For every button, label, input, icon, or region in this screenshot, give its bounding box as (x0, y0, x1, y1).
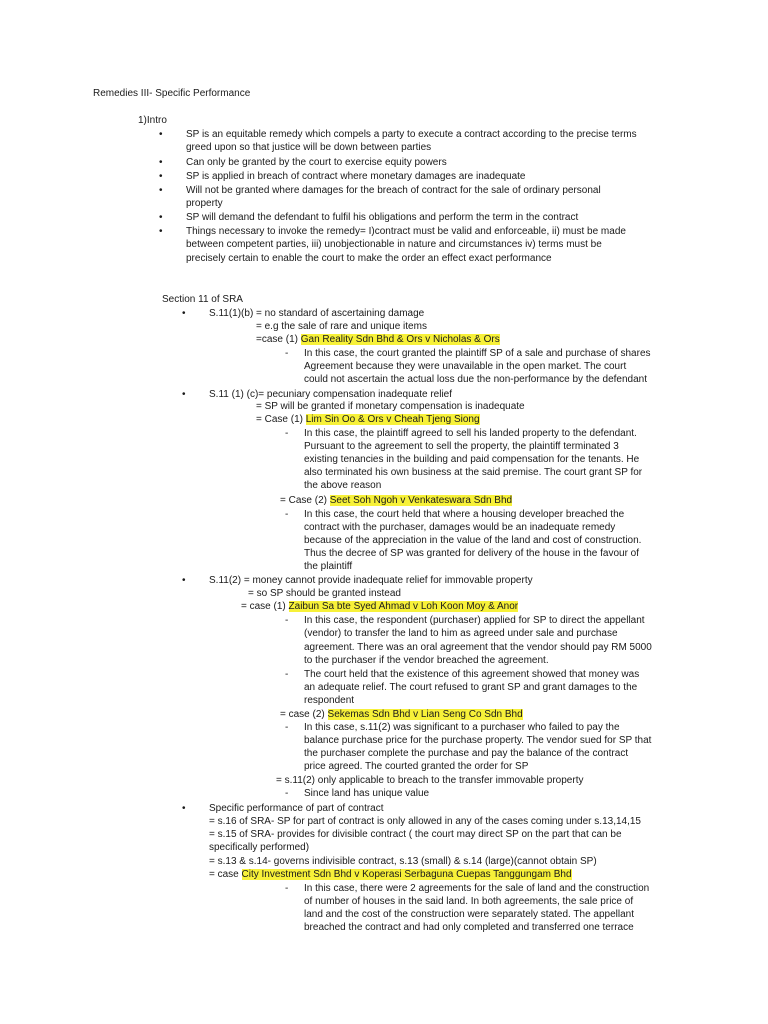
case-detail-cont: agreement. There was an oral agreement that the vendor should pay RM 5000 (304, 642, 652, 653)
case-prefix: = Case (1) (256, 414, 306, 425)
case-detail: - In this case, the court granted the plaintiff SP of a sale and purchase of shares (304, 347, 651, 360)
case-detail: - In this case, the court held that where a housing developer breached the (304, 508, 624, 521)
intro-bullet-6: • Things necessary to invoke the remedy= I)contract must be valid and enforceable, ii) must be made (186, 225, 626, 238)
case-detail: - In this case, the plaintiff agreed to sell his landed property to the defendant. (304, 427, 637, 440)
case-name-highlight: Zaibun Sa bte Syed Ahmad v Loh Koon Moy & Anor (288, 601, 519, 612)
case-detail: - The court held that the existence of this agreement showed that money was (304, 668, 639, 681)
intro-bullet-6-cont: precisely certain to enable the court to make the order an effect exact performance (186, 253, 552, 264)
case-name-highlight: City Investment Sdn Bhd v Koperasi Serbaguna Cuepas Tanggungam Bhd (241, 869, 572, 880)
case-detail: - In this case, s.11(2) was significant to a purchaser who failed to pay the (304, 721, 620, 734)
sra-s11-2-scope: = s.11(2) only applicable to breach to the transfer immovable property (276, 775, 584, 786)
case-line (256, 333, 500, 346)
document-title: Remedies III- Specific Performance (93, 88, 251, 99)
sra-s13-s14: = s.13 & s.14- governs indivisible contract, s.13 (small) & s.14 (large)(cannot obtain SP) (209, 856, 597, 867)
case-detail-cont: Thus the decree of SP was granted for delivery of the house in the favour of (304, 548, 640, 559)
sra-s11-1b: • S.11(1)(b) = no standard of ascertaining damage (209, 307, 424, 320)
case-prefix: = case (1) (241, 601, 289, 612)
case-name-highlight: Gan Reality Sdn Bhd & Ors v Nicholas & Ors (300, 334, 500, 345)
case-detail-cont: of number of houses in the said land. In both agreements, the sale price of (304, 896, 634, 907)
intro-bullet-4-cont: property (186, 198, 223, 209)
case-detail-cont: could not ascertain the actual loss due the non-performance by the defendant (304, 374, 648, 385)
intro-bullet-6-cont: between competent parties, iii) unobjectionable in nature and circumstances iv) terms must be (186, 239, 602, 250)
case-detail-cont: land and the cost of the construction were separately stated. The appellant (304, 909, 635, 920)
case-detail: - In this case, there were 2 agreements for the sale of land and the construction (304, 882, 649, 895)
intro-bullet-3: • SP is applied in breach of contract where monetary damages are inadequate (186, 170, 525, 183)
case-line (280, 494, 512, 507)
case-detail-cont: balance purchase price for the purchase property. The vendor sued for SP that (304, 735, 652, 746)
sra-s16: = s.16 of SRA- SP for part of contract is only allowed in any of the cases coming under s.13,14,15 (209, 816, 641, 827)
case-name-highlight: Seet Soh Ngoh v Venkateswara Sdn Bhd (329, 495, 513, 506)
sra-s11-1c-note: = SP will be granted if monetary compensation is inadequate (256, 401, 525, 412)
case-detail-cont: (vendor) to transfer the land to him as agreed under sale and purchase (304, 628, 618, 639)
case-detail-cont: also terminated his own business at the said premise. The court grant SP for (304, 467, 643, 478)
case-prefix: = case (2) (280, 709, 328, 720)
intro-bullet-5: • SP will demand the defendant to fulfil his obligations and perform the term in the contract (186, 211, 578, 224)
case-name-highlight: Sekemas Sdn Bhd v Lian Seng Co Sdn Bhd (327, 709, 523, 720)
case-detail-cont: contract with the purchaser, damages would be an inadequate remedy (304, 522, 616, 533)
case-line (241, 600, 518, 613)
case-line (280, 708, 523, 721)
case-detail-cont: the above reason (304, 480, 382, 491)
sra-s11-2-note: = so SP should be granted instead (248, 588, 401, 599)
intro-bullet-4: • Will not be granted where damages for the breach of contract for the sale of ordinary personal (186, 184, 601, 197)
case-detail-cont: breached the contract and had only completed and transferred one terrace (304, 922, 634, 933)
case-prefix: = Case (2) (280, 495, 330, 506)
intro-bullet-1-cont: greed upon so that justice will be down between parties (186, 142, 432, 153)
case-detail: - Since land has unique value (304, 787, 429, 800)
sra-s11-1c: • S.11 (1) (c)= pecuniary compensation inadequate relief (209, 388, 452, 401)
case-detail-cont: an adequate relief. The court refused to grant SP and grant damages to the (304, 682, 638, 693)
case-detail-cont: existing tenancies in the building and paid compensation for the tenants. He (304, 454, 640, 465)
case-detail-cont: Agreement because they were unavailable in the open market. The court (304, 361, 627, 372)
case-line (209, 868, 572, 881)
intro-bullet-1: • SP is an equitable remedy which compels a party to execute a contract according to the precise terms (186, 128, 637, 141)
case-prefix: = case (209, 869, 242, 880)
case-name-highlight: Lim Sin Oo & Ors v Cheah Tjeng Siong (305, 414, 480, 425)
intro-heading: 1)Intro (138, 115, 167, 126)
case-detail-cont: to the purchaser if the vendor breached the agreement. (304, 655, 549, 666)
sra-part-performance: • Specific performance of part of contract (209, 802, 384, 815)
case-detail: - In this case, the respondent (purchaser) applied for SP to direct the appellant (304, 614, 645, 627)
case-detail-cont: Pursuant to the agreement to sell the property, the plaintiff terminated 3 (304, 441, 619, 452)
case-detail-cont: the plaintiff (304, 561, 353, 572)
sra-s11-1b-eg: = e.g the sale of rare and unique items (256, 321, 427, 332)
sra-s15: = s.15 of SRA- provides for divisible contract ( the court may direct SP on the part that can be (209, 829, 622, 840)
sra-heading: Section 11 of SRA (162, 294, 243, 305)
case-detail-cont: respondent (304, 695, 355, 706)
case-line (256, 413, 480, 426)
sra-s15-cont: specifically performed) (209, 842, 310, 853)
case-detail-cont: price agreed. The courted granted the order for SP (304, 761, 529, 772)
sra-s11-2: • S.11(2) = money cannot provide inadequate relief for immovable property (209, 574, 533, 587)
case-prefix: =case (1) (256, 334, 301, 345)
case-detail-cont: because of the appreciation in the value of the land and cost of construction. (304, 535, 642, 546)
case-detail-cont: the purchaser complete the purchase and pay the balance of the contract (304, 748, 629, 759)
intro-bullet-2: • Can only be granted by the court to exercise equity powers (186, 156, 447, 169)
